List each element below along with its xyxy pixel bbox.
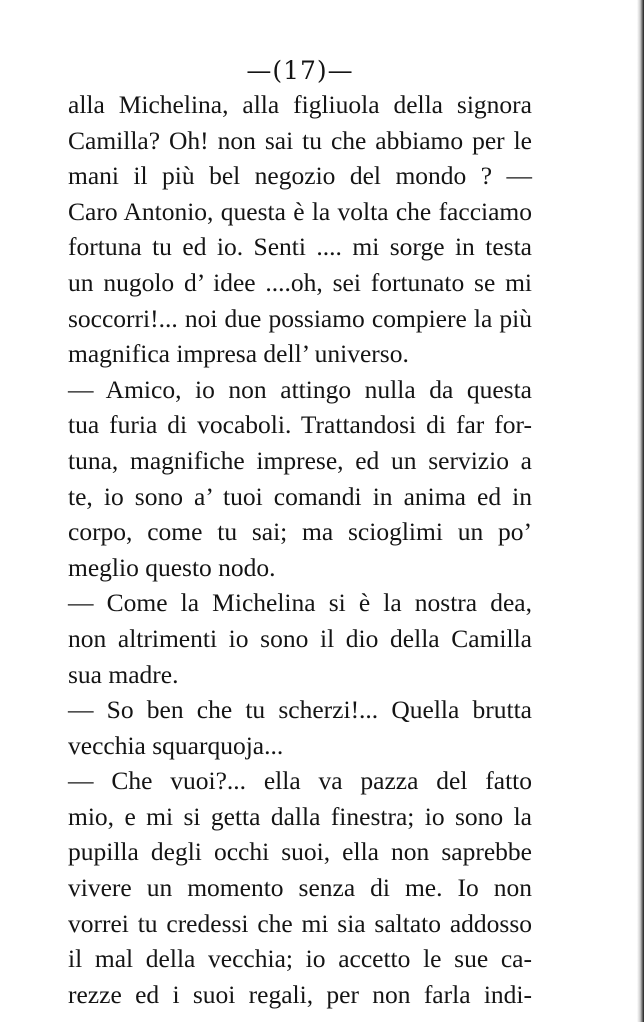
text-line: corpo, come tu sai; ma scioglimi un po’ bbox=[68, 517, 532, 547]
text-line: sua madre. bbox=[68, 659, 179, 689]
text-line: rezze ed i suoi regali, per non farla indi- bbox=[68, 979, 532, 1009]
text-line: vecchia squarquoja... bbox=[68, 730, 284, 760]
text-line: fortuna tu ed io. Senti .... mi sorge in testa bbox=[68, 232, 532, 262]
text-line: tua furia di vocaboli. Trattandosi di far for- bbox=[68, 410, 532, 440]
text-line: mani il più bel negozio del mondo ? — bbox=[68, 161, 532, 191]
text-line: pupilla degli occhi suoi, ella non saprebbe bbox=[68, 837, 532, 867]
text-line: vivere un momento senza di me. Io non bbox=[68, 873, 532, 903]
text-line: vorrei tu credessi che mi sia saltato addosso bbox=[68, 908, 532, 938]
body-text bbox=[68, 87, 532, 1012]
text-line: — Che vuoi?... ella va pazza del fatto bbox=[68, 766, 532, 796]
text-line: soccorri!... noi due possiamo compiere la più bbox=[68, 303, 532, 333]
text-line: magnifica impresa dell’ universo. bbox=[68, 339, 409, 369]
text-line: tuna, magnifiche imprese, ed un servizio a bbox=[68, 445, 532, 475]
text-line: mio, e mi si getta dalla finestra; io sono la bbox=[68, 801, 532, 831]
text-line: — Amico, io non attingo nulla da questa bbox=[68, 374, 532, 404]
text-line: — So ben che tu scherzi!... Quella brutta bbox=[68, 695, 532, 725]
text-line: non altrimenti io sono il dio della Camilla bbox=[68, 623, 532, 653]
text-line: alla Michelina, alla figliuola della signora bbox=[68, 90, 532, 119]
text-line: — Come la Michelina si è la nostra dea, bbox=[68, 588, 532, 618]
page-edge-shadow bbox=[637, 0, 644, 1022]
text-line: te, io sono a’ tuoi comandi in anima ed in bbox=[68, 481, 532, 511]
text-line: il mal della vecchia; io accetto le sue ca- bbox=[68, 944, 532, 974]
text-line: meglio questo nodo. bbox=[68, 552, 276, 582]
text-line: un nugolo d’ idee ....oh, sei fortunato se mi bbox=[68, 267, 532, 297]
text-line: Camilla? Oh! non sai tu che abbiamo per le bbox=[68, 125, 532, 155]
page-number: —(17)— bbox=[246, 56, 354, 85]
text-line: Caro Antonio, questa è la volta che facciamo bbox=[68, 196, 532, 226]
